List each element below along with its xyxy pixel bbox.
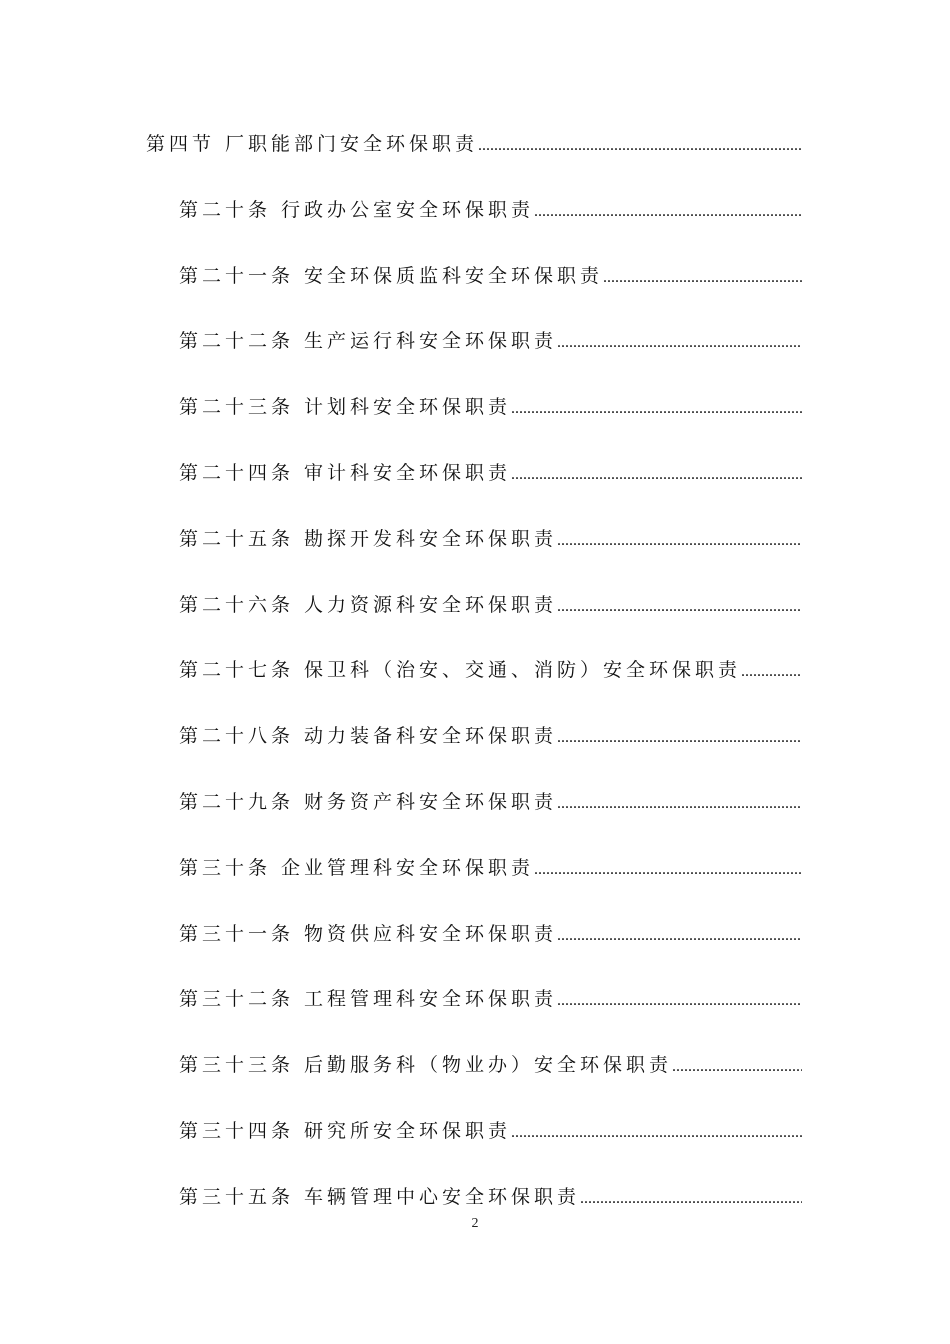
toc-dot-leader [511, 389, 802, 429]
toc-entry-article[interactable] [179, 914, 802, 980]
toc-entry-article[interactable] [179, 848, 802, 914]
toc-entry-article[interactable] [179, 782, 802, 848]
toc-entry-text: 第三十二条 工程管理科安全环保职责 [179, 988, 558, 1011]
page-number: 2 [471, 1216, 479, 1231]
toc-entry-text: 第二十四条 审计科安全环保职责 [179, 461, 512, 484]
toc-entry-text: 第二十条 行政办公室安全环保职责 [179, 198, 535, 221]
toc-dot-leader [557, 587, 802, 627]
toc-entry-text: 第二十一条 安全环保质监科安全环保职责 [179, 264, 604, 287]
toc-entry-article[interactable] [179, 387, 802, 453]
toc-dot-leader [534, 192, 802, 232]
toc-entry-article[interactable] [179, 190, 802, 256]
toc-entry-article[interactable] [179, 585, 802, 651]
toc-dot-leader [672, 1047, 802, 1087]
toc-entry-text: 第三十五条 车辆管理中心安全环保职责 [179, 1185, 581, 1208]
toc-entry-article[interactable] [179, 650, 802, 716]
toc-entry-article[interactable] [179, 453, 802, 519]
toc-entry-article[interactable] [179, 1177, 802, 1243]
toc-entry-text: 第二十九条 财务资产科安全环保职责 [179, 790, 558, 813]
toc-entry-text: 第三十一条 物资供应科安全环保职责 [179, 922, 558, 945]
toc-entry-section[interactable] [146, 124, 802, 190]
toc-dot-leader [478, 126, 802, 166]
toc-entry-text: 第二十五条 勘探开发科安全环保职责 [179, 527, 558, 550]
toc-entry-text: 第三十条 企业管理科安全环保职责 [179, 856, 535, 879]
toc-dot-leader [511, 1113, 802, 1153]
toc-entry-article[interactable] [179, 256, 802, 322]
toc-entry-article[interactable] [179, 321, 802, 387]
toc-dot-leader [603, 258, 802, 298]
toc-entry-text: 第二十六条 人力资源科安全环保职责 [179, 593, 558, 616]
toc-dot-leader [580, 1179, 802, 1219]
toc-dot-leader [534, 850, 802, 890]
toc-entry-text: 第二十七条 保卫科（治安、交通、消防）安全环保职责 [179, 659, 742, 682]
toc-dot-leader [557, 784, 802, 824]
toc-entry-text: 第三十四条 研究所安全环保职责 [179, 1119, 512, 1142]
toc-entry-article[interactable] [179, 1045, 802, 1111]
toc-entry-article[interactable] [179, 979, 802, 1045]
toc-entry-text: 第二十三条 计划科安全环保职责 [179, 396, 512, 419]
toc-entry-text: 第四节 厂职能部门安全环保职责 [146, 133, 479, 155]
toc-dot-leader [511, 455, 802, 495]
toc-dot-leader [557, 916, 802, 956]
toc-dot-leader [741, 652, 802, 692]
toc-entry-text: 第二十二条 生产运行科安全环保职责 [179, 330, 558, 353]
table-of-contents [0, 124, 950, 1243]
toc-dot-leader [557, 521, 802, 561]
toc-entry-text: 第三十三条 后勤服务科（物业办）安全环保职责 [179, 1054, 673, 1077]
toc-dot-leader [557, 718, 802, 758]
toc-entry-text: 第二十八条 动力装备科安全环保职责 [179, 725, 558, 748]
toc-dot-leader [557, 981, 802, 1021]
toc-entry-article[interactable] [179, 716, 802, 782]
toc-entry-article[interactable] [179, 519, 802, 585]
toc-dot-leader [557, 323, 802, 363]
toc-entry-article[interactable] [179, 1111, 802, 1177]
